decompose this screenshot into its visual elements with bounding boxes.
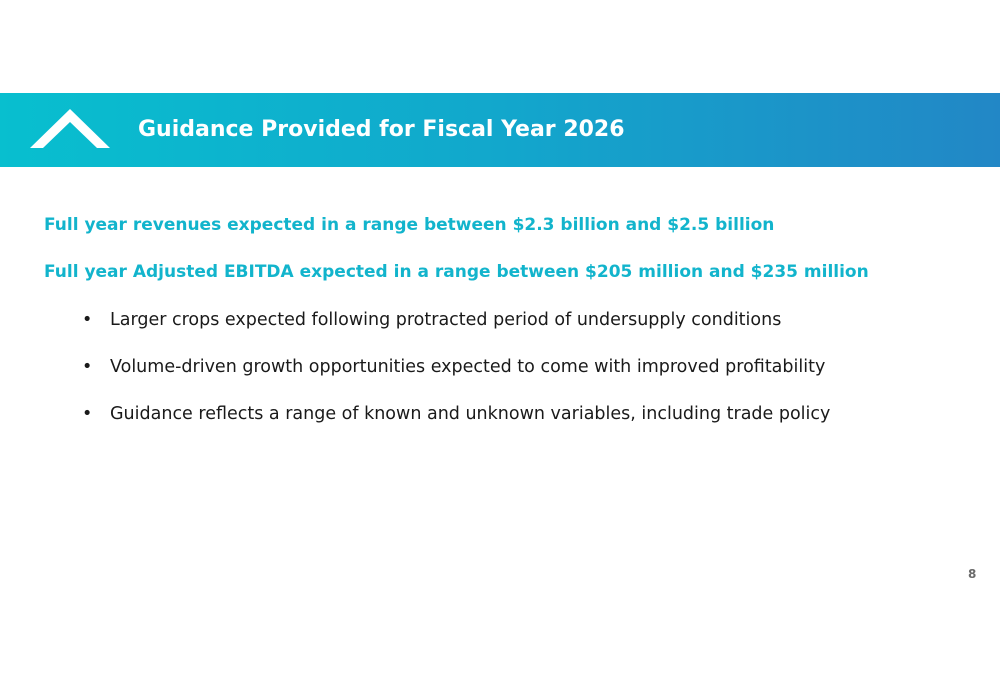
roof-chevron-logo — [30, 106, 110, 148]
bullet-marker: • — [82, 310, 93, 330]
ebitda-guidance-headline: Full year Adjusted EBITDA expected in a range between $205 million and $235 million — [44, 262, 869, 282]
bullet-marker: • — [82, 404, 93, 424]
bullet-marker: • — [82, 357, 93, 377]
bullet-text: Volume-driven growth opportunities expected to come with improved profitability — [110, 357, 826, 377]
page-number: 8 — [968, 567, 977, 581]
bullet-text: Guidance reflects a range of known and unknown variables, including trade policy — [110, 404, 831, 424]
page-title: Guidance Provided for Fiscal Year 2026 — [138, 117, 625, 142]
title-banner — [0, 93, 1000, 167]
bullet-text: Larger crops expected following protracted period of undersupply conditions — [110, 310, 782, 330]
revenue-guidance-headline: Full year revenues expected in a range between $2.3 billion and $2.5 billion — [44, 215, 775, 235]
